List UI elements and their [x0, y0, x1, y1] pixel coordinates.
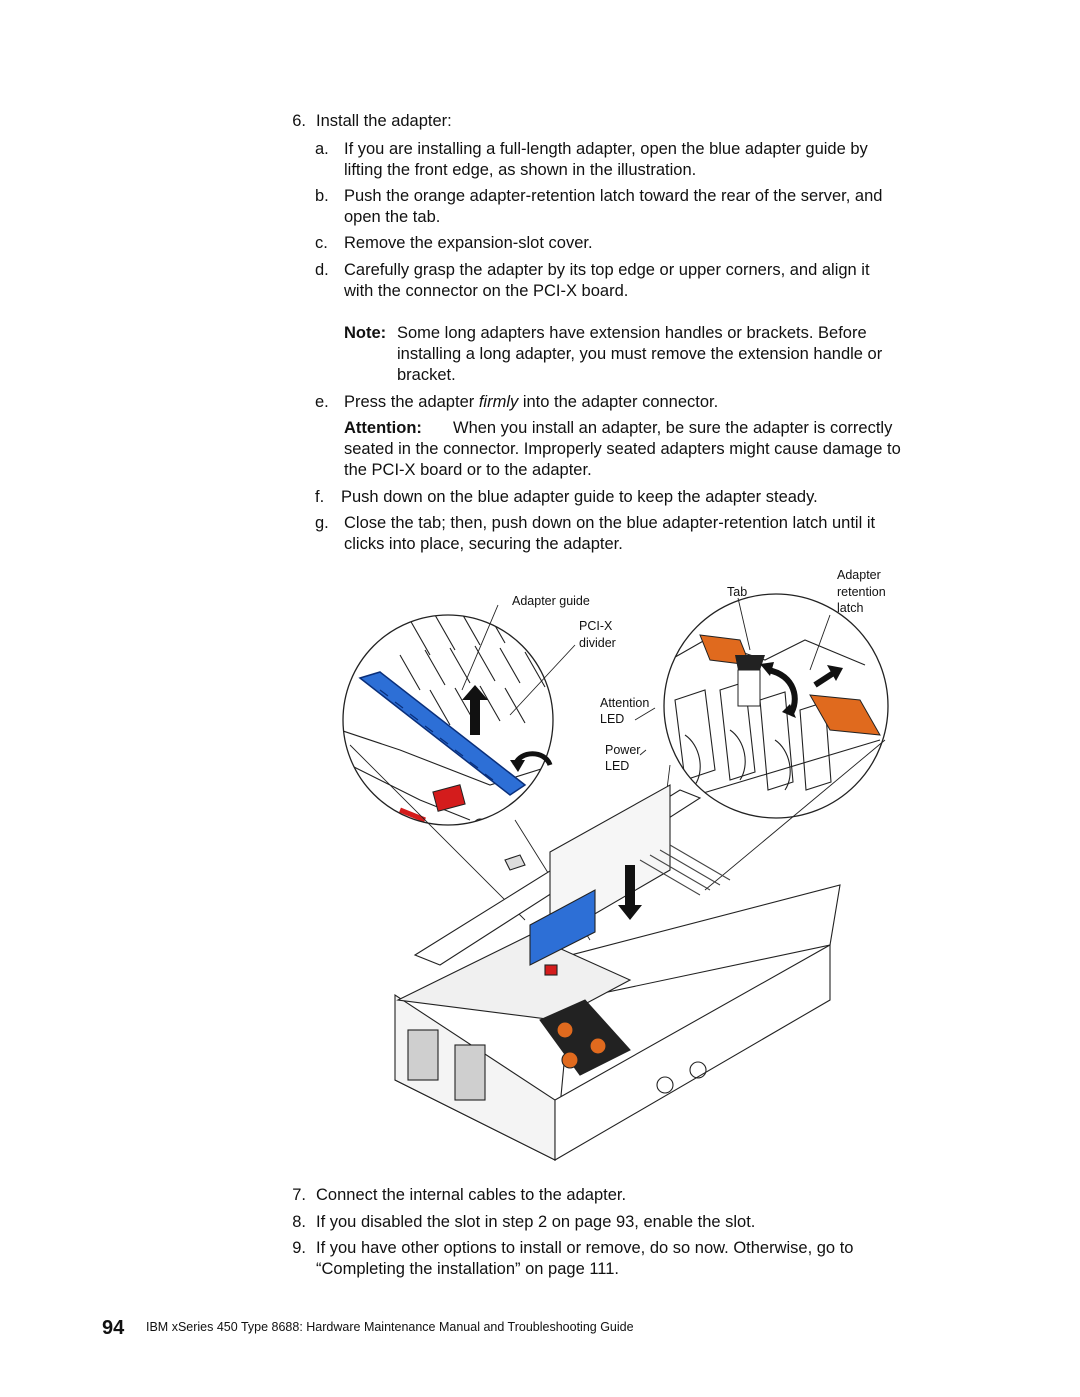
retention-latch-right: [810, 695, 880, 735]
substep-g-line1: Close the tab; then, push down on the blue adapter-retention latch until it: [344, 514, 876, 532]
attention-line3: the PCI-X board or to the adapter.: [344, 461, 592, 479]
step-8-text: If you disabled the slot in step 2 on page 93, enable the slot.: [316, 1213, 756, 1231]
footer-title: IBM xSeries 450 Type 8688: Hardware Maintenance Manual and Troubleshooting Guide: [146, 1320, 634, 1334]
adapter-installation-illustration: [340, 560, 900, 1175]
note-line2: installing a long adapter, you must remove the extension handle or: [397, 345, 883, 363]
substep-e-line1: Press the adapter firmly into the adapter connector.: [344, 393, 719, 411]
substep-d-line1: Carefully grasp the adapter by its top edge or upper corners, and align it: [344, 261, 870, 279]
label-latch-line2: retention: [837, 585, 886, 599]
label-pcix-line1: PCI-X: [579, 619, 613, 633]
substep-d-marker: d.: [315, 261, 329, 279]
right-detail-circle: [664, 594, 888, 818]
step-7-number: 7.: [292, 1186, 306, 1204]
label-adapter-guide: Adapter guide: [512, 594, 590, 608]
substep-d-line2: with the connector on the PCI-X board.: [344, 282, 629, 300]
label-latch-line1: Adapter: [837, 568, 881, 582]
note-line3: bracket.: [397, 366, 456, 384]
note-label: Note:: [344, 324, 387, 342]
label-pcix-line2: divider: [579, 636, 616, 650]
substep-a-line1: If you are installing a full-length adapter, open the blue adapter guide by: [344, 140, 868, 158]
label-power-led-line1: Power: [605, 743, 641, 757]
substep-c-marker: c.: [315, 234, 328, 252]
label-power-led-line2: LED: [605, 759, 630, 773]
attention-line2: seated in the connector. Improperly seated adapters might cause damage to: [344, 440, 901, 458]
substep-e-marker: e.: [315, 393, 329, 411]
substep-b-line2: open the tab.: [344, 208, 441, 226]
step-9-line2: “Completing the installation” on page 111.: [316, 1260, 619, 1278]
substep-c-line1: Remove the expansion-slot cover.: [344, 234, 593, 252]
step-7-text: Connect the internal cables to the adapter.: [316, 1186, 627, 1204]
substep-f-line1: Push down on the blue adapter guide to keep the adapter steady.: [341, 488, 818, 506]
step-6-number: 6.: [292, 112, 306, 130]
step-8-number: 8.: [292, 1213, 306, 1231]
label-latch-line3: latch: [837, 601, 864, 615]
label-attention-led-line2: LED: [600, 712, 625, 726]
adapter-guide-shape: [360, 672, 525, 795]
substep-b-line1: Push the orange adapter-retention latch toward the rear of the server, and: [344, 187, 883, 205]
red-marker: [433, 785, 465, 812]
attention-label: Attention:: [344, 419, 422, 437]
left-detail-circle: [340, 580, 570, 831]
step-9-line1: If you have other options to install or remove, do so now. Otherwise, go to: [316, 1239, 854, 1257]
substep-g-line2: clicks into place, securing the adapter.: [344, 535, 623, 553]
diagonal-arrow-icon: [815, 672, 835, 685]
substep-a-marker: a.: [315, 140, 329, 158]
substep-a-line2: lifting the front edge, as shown in the illustration.: [344, 161, 697, 179]
step-6-text: Install the adapter:: [316, 112, 452, 130]
substep-b-marker: b.: [315, 187, 329, 205]
label-attention-led-line1: Attention: [600, 696, 650, 710]
note-line1: Some long adapters have extension handles or brackets. Before: [397, 324, 867, 342]
emphasis-firmly: firmly: [478, 393, 519, 411]
step-9-number: 9.: [292, 1239, 306, 1257]
substep-g-marker: g.: [315, 514, 329, 532]
label-tab: Tab: [727, 585, 748, 599]
illustration-svg: [340, 560, 900, 1175]
page-number: 94: [102, 1317, 125, 1339]
server-chassis: [395, 785, 840, 1160]
attention-line1: When you install an adapter, be sure the adapter is correctly: [453, 419, 893, 437]
substep-f-marker: f.: [315, 488, 325, 506]
